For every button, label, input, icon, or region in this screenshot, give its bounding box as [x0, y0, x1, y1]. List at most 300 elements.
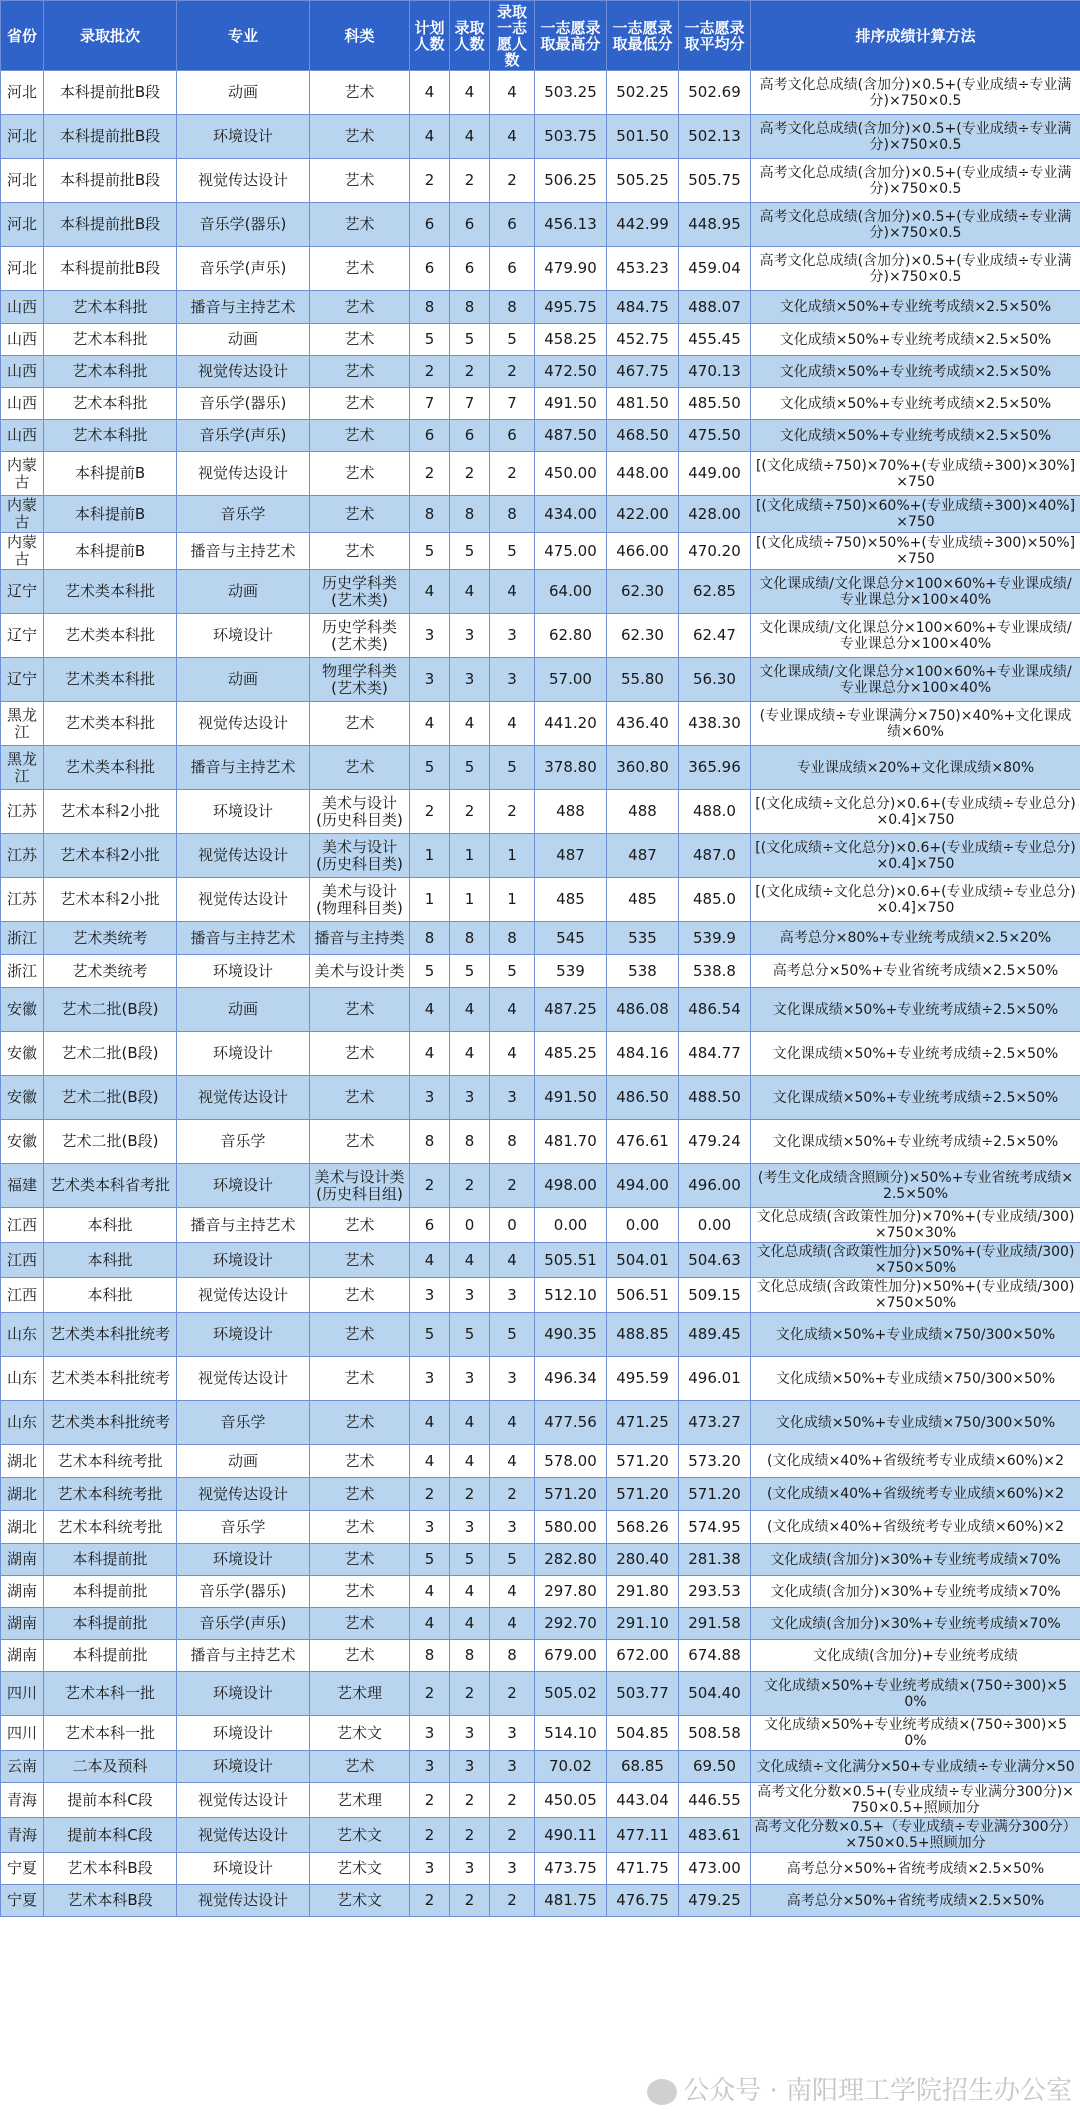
table-row: [1, 356, 1080, 388]
cell-plan-count: 4: [410, 1608, 450, 1640]
cell-first-choice-avg: 496.01: [679, 1357, 751, 1401]
cell-major: 动画: [177, 71, 310, 115]
cell-batch: 艺术类本科批: [44, 746, 177, 790]
cell-first-choice-min: 538: [607, 955, 679, 988]
cell-batch: 艺术类本科批统考: [44, 1401, 177, 1445]
table-row: [1, 203, 1080, 247]
cell-first-choice-min: 452.75: [607, 324, 679, 356]
cell-province: 安徽: [1, 1076, 44, 1120]
cell-province: 辽宁: [1, 570, 44, 614]
cell-admit-count: 3: [450, 658, 490, 702]
cell-category: 艺术: [310, 746, 410, 790]
table-row: [1, 533, 1080, 570]
cell-first-choice-min: 503.77: [607, 1672, 679, 1716]
cell-first-choice-max: 481.75: [535, 1885, 607, 1917]
cell-first-choice-max: 490.35: [535, 1313, 607, 1357]
cell-batch: 本科提前批B段: [44, 115, 177, 159]
cell-ranking-method: 高考文化总成绩(含加分)×0.5+(专业成绩÷专业满分)×750×0.5: [751, 159, 1080, 203]
cell-admit-count: 3: [450, 1357, 490, 1401]
cell-major: 环境设计: [177, 955, 310, 988]
cell-first-choice-min: 448.00: [607, 452, 679, 496]
cell-first-choice-max: 578.00: [535, 1445, 607, 1478]
cell-major: 视觉传达设计: [177, 1076, 310, 1120]
cell-category: 艺术: [310, 1313, 410, 1357]
cell-first-choice-count: 7: [490, 388, 535, 420]
cell-category: 美术与设计(物理科目类): [310, 878, 410, 922]
cell-province: 湖南: [1, 1576, 44, 1608]
cell-first-choice-avg: 428.00: [679, 496, 751, 533]
cell-category: 艺术: [310, 1401, 410, 1445]
table-row: [1, 1576, 1080, 1608]
cell-plan-count: 8: [410, 1120, 450, 1164]
cell-first-choice-min: 466.00: [607, 533, 679, 570]
cell-batch: 艺术本科统考批: [44, 1445, 177, 1478]
cell-major: 音乐学: [177, 1511, 310, 1544]
cell-first-choice-avg: 502.69: [679, 71, 751, 115]
cell-major: 视觉传达设计: [177, 1278, 310, 1313]
cell-plan-count: 3: [410, 1278, 450, 1313]
cell-first-choice-max: 491.50: [535, 1076, 607, 1120]
cell-first-choice-max: 64.00: [535, 570, 607, 614]
cell-first-choice-count: 8: [490, 1120, 535, 1164]
cell-first-choice-avg: 505.75: [679, 159, 751, 203]
cell-plan-count: 2: [410, 1164, 450, 1208]
cell-major: 环境设计: [177, 1751, 310, 1783]
cell-batch: 艺术本科统考批: [44, 1511, 177, 1544]
cell-plan-count: 1: [410, 834, 450, 878]
cell-first-choice-min: 467.75: [607, 356, 679, 388]
cell-category: 艺术: [310, 71, 410, 115]
cell-first-choice-min: 501.50: [607, 115, 679, 159]
cell-category: 艺术: [310, 1445, 410, 1478]
column-header-major: 专业: [177, 1, 310, 71]
cell-ranking-method: 高考总分×50%+省统考成绩×2.5×50%: [751, 1885, 1080, 1917]
cell-category: 艺术: [310, 1357, 410, 1401]
cell-province: 安徽: [1, 988, 44, 1032]
cell-first-choice-min: 484.16: [607, 1032, 679, 1076]
cell-batch: 本科提前批B段: [44, 203, 177, 247]
cell-batch: 艺术类本科批: [44, 702, 177, 746]
cell-plan-count: 4: [410, 1445, 450, 1478]
table-row: [1, 1511, 1080, 1544]
cell-major: 播音与主持艺术: [177, 291, 310, 324]
cell-category: 艺术: [310, 496, 410, 533]
table-row: [1, 834, 1080, 878]
cell-first-choice-min: 506.51: [607, 1278, 679, 1313]
cell-major: 视觉传达设计: [177, 1818, 310, 1853]
cell-plan-count: 2: [410, 356, 450, 388]
cell-batch: 艺术本科B段: [44, 1885, 177, 1917]
cell-major: 动画: [177, 988, 310, 1032]
cell-admit-count: 4: [450, 1445, 490, 1478]
cell-first-choice-min: 504.01: [607, 1243, 679, 1278]
cell-first-choice-count: 3: [490, 1853, 535, 1885]
cell-first-choice-count: 4: [490, 702, 535, 746]
cell-admit-count: 8: [450, 922, 490, 955]
cell-first-choice-count: 5: [490, 1544, 535, 1576]
column-header-admit-count: 录取人数: [450, 1, 490, 71]
table-row: [1, 922, 1080, 955]
cell-first-choice-max: 297.80: [535, 1576, 607, 1608]
cell-first-choice-avg: 489.45: [679, 1313, 751, 1357]
table-row: [1, 1672, 1080, 1716]
cell-category: 美术与设计(历史科目类): [310, 834, 410, 878]
cell-first-choice-avg: 470.13: [679, 356, 751, 388]
cell-first-choice-min: 494.00: [607, 1164, 679, 1208]
cell-category: 艺术: [310, 1208, 410, 1243]
cell-province: 山东: [1, 1313, 44, 1357]
cell-admit-count: 2: [450, 1783, 490, 1818]
cell-province: 安徽: [1, 1120, 44, 1164]
cell-first-choice-min: 476.75: [607, 1885, 679, 1917]
cell-major: 播音与主持艺术: [177, 1208, 310, 1243]
cell-province: 山西: [1, 291, 44, 324]
cell-batch: 艺术本科批: [44, 324, 177, 356]
cell-admit-count: 8: [450, 1640, 490, 1672]
cell-ranking-method: 文化课成绩×50%+专业统考成绩÷2.5×50%: [751, 1032, 1080, 1076]
cell-first-choice-max: 545: [535, 922, 607, 955]
cell-plan-count: 5: [410, 533, 450, 570]
cell-category: 艺术理: [310, 1783, 410, 1818]
cell-category: 艺术: [310, 247, 410, 291]
cell-province: 浙江: [1, 955, 44, 988]
cell-first-choice-count: 2: [490, 356, 535, 388]
cell-category: 艺术: [310, 702, 410, 746]
cell-first-choice-max: 0.00: [535, 1208, 607, 1243]
cell-first-choice-min: 0.00: [607, 1208, 679, 1243]
cell-major: 播音与主持艺术: [177, 922, 310, 955]
table-header-row: [1, 1, 1080, 71]
cell-first-choice-avg: 539.9: [679, 922, 751, 955]
cell-major: 动画: [177, 658, 310, 702]
cell-first-choice-min: 535: [607, 922, 679, 955]
cell-province: 四川: [1, 1672, 44, 1716]
cell-plan-count: 3: [410, 614, 450, 658]
cell-plan-count: 2: [410, 1478, 450, 1511]
cell-first-choice-avg: 485.0: [679, 878, 751, 922]
cell-plan-count: 2: [410, 1783, 450, 1818]
cell-ranking-method: 文化课成绩×50%+专业统考成绩÷2.5×50%: [751, 1120, 1080, 1164]
cell-major: 音乐学(声乐): [177, 247, 310, 291]
cell-admit-count: 2: [450, 1885, 490, 1917]
cell-major: 环境设计: [177, 1672, 310, 1716]
cell-major: 播音与主持艺术: [177, 533, 310, 570]
cell-batch: 本科批: [44, 1278, 177, 1313]
table-row: [1, 1751, 1080, 1783]
cell-first-choice-min: 476.61: [607, 1120, 679, 1164]
cell-first-choice-max: 458.25: [535, 324, 607, 356]
cell-first-choice-max: 450.05: [535, 1783, 607, 1818]
cell-ranking-method: 文化成绩÷文化满分×50+专业成绩÷专业满分×50: [751, 1751, 1080, 1783]
cell-batch: 本科批: [44, 1208, 177, 1243]
cell-province: 湖南: [1, 1544, 44, 1576]
cell-ranking-method: 文化总成绩(含政策性加分)×50%+(专业成绩/300)×750×50%: [751, 1278, 1080, 1313]
cell-category: 艺术: [310, 291, 410, 324]
cell-category: 艺术: [310, 1278, 410, 1313]
cell-first-choice-min: 280.40: [607, 1544, 679, 1576]
cell-batch: 艺术类统考: [44, 955, 177, 988]
table-row: [1, 1544, 1080, 1576]
cell-province: 四川: [1, 1716, 44, 1751]
cell-ranking-method: 文化课成绩/文化课总分×100×60%+专业课成绩/专业课总分×100×40%: [751, 614, 1080, 658]
cell-first-choice-avg: 509.15: [679, 1278, 751, 1313]
cell-first-choice-avg: 574.95: [679, 1511, 751, 1544]
cell-first-choice-min: 62.30: [607, 570, 679, 614]
cell-ranking-method: 文化成绩×50%+专业统考成绩×2.5×50%: [751, 388, 1080, 420]
cell-plan-count: 8: [410, 922, 450, 955]
cell-ranking-method: (考生文化成绩含照顾分)×50%+专业省统考成绩×2.5×50%: [751, 1164, 1080, 1208]
table-row: [1, 702, 1080, 746]
table-row: [1, 1357, 1080, 1401]
cell-first-choice-avg: 475.50: [679, 420, 751, 452]
cell-major: 播音与主持艺术: [177, 746, 310, 790]
cell-province: 江西: [1, 1243, 44, 1278]
column-header-first-choice-min: 一志愿录取最低分: [607, 1, 679, 71]
cell-first-choice-count: 2: [490, 1478, 535, 1511]
cell-category: 艺术: [310, 420, 410, 452]
cell-first-choice-avg: 508.58: [679, 1716, 751, 1751]
cell-province: 河北: [1, 115, 44, 159]
cell-first-choice-min: 55.80: [607, 658, 679, 702]
cell-first-choice-max: 450.00: [535, 452, 607, 496]
cell-first-choice-count: 6: [490, 247, 535, 291]
cell-admit-count: 4: [450, 1401, 490, 1445]
cell-major: 动画: [177, 570, 310, 614]
cell-first-choice-count: 5: [490, 324, 535, 356]
cell-plan-count: 6: [410, 203, 450, 247]
cell-plan-count: 4: [410, 1032, 450, 1076]
cell-first-choice-avg: 504.40: [679, 1672, 751, 1716]
cell-first-choice-count: 4: [490, 1608, 535, 1640]
cell-first-choice-count: 5: [490, 1313, 535, 1357]
cell-plan-count: 8: [410, 291, 450, 324]
cell-plan-count: 5: [410, 1313, 450, 1357]
cell-ranking-method: (文化成绩×40%+省级统考专业成绩×60%)×2: [751, 1478, 1080, 1511]
cell-first-choice-count: 3: [490, 1716, 535, 1751]
cell-category: 艺术: [310, 324, 410, 356]
cell-major: 视觉传达设计: [177, 1357, 310, 1401]
cell-first-choice-max: 571.20: [535, 1478, 607, 1511]
cell-ranking-method: 文化成绩×50%+专业统考成绩×2.5×50%: [751, 356, 1080, 388]
cell-first-choice-min: 485: [607, 878, 679, 922]
cell-admit-count: 5: [450, 533, 490, 570]
cell-ranking-method: 高考总分×80%+专业统考成绩×2.5×20%: [751, 922, 1080, 955]
watermark: [647, 2070, 1072, 2107]
cell-first-choice-count: 2: [490, 1885, 535, 1917]
cell-category: 艺术: [310, 533, 410, 570]
cell-ranking-method: 文化总成绩(含政策性加分)×50%+(专业成绩/300)×750×50%: [751, 1243, 1080, 1278]
cell-ranking-method: (文化成绩×40%+省级统考专业成绩×60%)×2: [751, 1511, 1080, 1544]
cell-admit-count: 4: [450, 1243, 490, 1278]
cell-category: 艺术: [310, 1120, 410, 1164]
cell-first-choice-avg: 674.88: [679, 1640, 751, 1672]
cell-first-choice-max: 539: [535, 955, 607, 988]
cell-batch: 本科提前B: [44, 496, 177, 533]
cell-first-choice-min: 422.00: [607, 496, 679, 533]
cell-first-choice-max: 378.80: [535, 746, 607, 790]
cell-first-choice-min: 468.50: [607, 420, 679, 452]
column-header-first-choice-avg: 一志愿录取平均分: [679, 1, 751, 71]
cell-province: 黑龙江: [1, 702, 44, 746]
cell-province: 山西: [1, 420, 44, 452]
cell-first-choice-max: 505.51: [535, 1243, 607, 1278]
cell-first-choice-min: 571.20: [607, 1478, 679, 1511]
cell-first-choice-count: 3: [490, 658, 535, 702]
cell-ranking-method: 高考文化总成绩(含加分)×0.5+(专业成绩÷专业满分)×750×0.5: [751, 115, 1080, 159]
cell-province: 辽宁: [1, 658, 44, 702]
column-header-category: 科类: [310, 1, 410, 71]
cell-batch: 艺术二批(B段): [44, 988, 177, 1032]
cell-batch: 艺术本科批: [44, 356, 177, 388]
cell-batch: 艺术二批(B段): [44, 1032, 177, 1076]
cell-first-choice-avg: 455.45: [679, 324, 751, 356]
cell-province: 青海: [1, 1783, 44, 1818]
cell-plan-count: 3: [410, 1511, 450, 1544]
cell-batch: 艺术本科2小批: [44, 878, 177, 922]
table-row: [1, 1716, 1080, 1751]
cell-province: 福建: [1, 1164, 44, 1208]
cell-first-choice-count: 2: [490, 1783, 535, 1818]
cell-first-choice-max: 485.25: [535, 1032, 607, 1076]
cell-ranking-method: 文化成绩(含加分)×30%+专业统考成绩×70%: [751, 1576, 1080, 1608]
cell-category: 艺术: [310, 1544, 410, 1576]
cell-admit-count: 8: [450, 291, 490, 324]
cell-plan-count: 8: [410, 496, 450, 533]
cell-batch: 艺术类本科批: [44, 614, 177, 658]
cell-major: 播音与主持艺术: [177, 1640, 310, 1672]
cell-first-choice-max: 472.50: [535, 356, 607, 388]
cell-batch: 艺术本科2小批: [44, 834, 177, 878]
cell-admit-count: 6: [450, 203, 490, 247]
cell-province: 河北: [1, 247, 44, 291]
table-row: [1, 1853, 1080, 1885]
table-row: [1, 1278, 1080, 1313]
cell-category: 艺术: [310, 1640, 410, 1672]
cell-first-choice-min: 477.11: [607, 1818, 679, 1853]
cell-province: 河北: [1, 203, 44, 247]
cell-plan-count: 2: [410, 1885, 450, 1917]
cell-admit-count: 4: [450, 115, 490, 159]
table-row: [1, 1032, 1080, 1076]
cell-first-choice-count: 2: [490, 159, 535, 203]
cell-first-choice-avg: 473.27: [679, 1401, 751, 1445]
cell-first-choice-max: 491.50: [535, 388, 607, 420]
cell-plan-count: 4: [410, 570, 450, 614]
cell-major: 音乐学: [177, 496, 310, 533]
cell-plan-count: 5: [410, 1544, 450, 1576]
cell-first-choice-min: 471.25: [607, 1401, 679, 1445]
table-row: [1, 1243, 1080, 1278]
cell-first-choice-max: 495.75: [535, 291, 607, 324]
cell-batch: 本科提前B: [44, 452, 177, 496]
cell-first-choice-avg: 496.00: [679, 1164, 751, 1208]
cell-first-choice-count: 5: [490, 533, 535, 570]
cell-first-choice-min: 68.85: [607, 1751, 679, 1783]
cell-province: 湖北: [1, 1478, 44, 1511]
cell-first-choice-min: 481.50: [607, 388, 679, 420]
cell-batch: 本科提前批B段: [44, 159, 177, 203]
cell-first-choice-count: 2: [490, 1818, 535, 1853]
cell-first-choice-max: 441.20: [535, 702, 607, 746]
cell-first-choice-count: 3: [490, 1511, 535, 1544]
cell-first-choice-max: 481.70: [535, 1120, 607, 1164]
cell-first-choice-avg: 448.95: [679, 203, 751, 247]
cell-category: 艺术: [310, 1076, 410, 1120]
cell-first-choice-max: 512.10: [535, 1278, 607, 1313]
table-row: [1, 324, 1080, 356]
cell-category: 艺术: [310, 356, 410, 388]
cell-category: 艺术: [310, 988, 410, 1032]
cell-first-choice-min: 291.10: [607, 1608, 679, 1640]
cell-batch: 艺术类本科批: [44, 570, 177, 614]
table-row: [1, 1208, 1080, 1243]
cell-plan-count: 8: [410, 1640, 450, 1672]
cell-plan-count: 4: [410, 702, 450, 746]
cell-first-choice-count: 8: [490, 291, 535, 324]
cell-ranking-method: 高考文化分数×0.5+（专业成绩÷专业满分300分）×750×0.5+照顾加分: [751, 1818, 1080, 1853]
cell-admit-count: 2: [450, 1672, 490, 1716]
cell-province: 湖北: [1, 1511, 44, 1544]
cell-first-choice-min: 484.75: [607, 291, 679, 324]
cell-batch: 艺术本科一批: [44, 1672, 177, 1716]
table-body: [1, 71, 1080, 1917]
cell-category: 艺术文: [310, 1818, 410, 1853]
cell-first-choice-max: 57.00: [535, 658, 607, 702]
cell-admit-count: 6: [450, 420, 490, 452]
cell-province: 江苏: [1, 834, 44, 878]
column-header-batch: 录取批次: [44, 1, 177, 71]
cell-major: 音乐学(器乐): [177, 1576, 310, 1608]
cell-first-choice-min: 442.99: [607, 203, 679, 247]
cell-province: 青海: [1, 1818, 44, 1853]
cell-category: 播音与主持类: [310, 922, 410, 955]
cell-plan-count: 4: [410, 115, 450, 159]
cell-plan-count: 3: [410, 1716, 450, 1751]
cell-plan-count: 3: [410, 1357, 450, 1401]
cell-first-choice-max: 487.25: [535, 988, 607, 1032]
cell-first-choice-min: 471.75: [607, 1853, 679, 1885]
cell-major: 环境设计: [177, 1032, 310, 1076]
cell-first-choice-count: 5: [490, 746, 535, 790]
cell-first-choice-avg: 483.61: [679, 1818, 751, 1853]
cell-province: 山西: [1, 324, 44, 356]
cell-first-choice-max: 505.02: [535, 1672, 607, 1716]
cell-plan-count: 2: [410, 790, 450, 834]
cell-first-choice-avg: 446.55: [679, 1783, 751, 1818]
cell-first-choice-count: 1: [490, 878, 535, 922]
cell-first-choice-max: 498.00: [535, 1164, 607, 1208]
cell-admit-count: 3: [450, 1751, 490, 1783]
cell-first-choice-avg: 62.47: [679, 614, 751, 658]
table-row: [1, 1783, 1080, 1818]
cell-first-choice-min: 486.50: [607, 1076, 679, 1120]
cell-ranking-method: [(文化成绩÷文化总分)×0.6+(专业成绩÷专业总分)×0.4]×750: [751, 834, 1080, 878]
cell-first-choice-count: 2: [490, 452, 535, 496]
cell-major: 环境设计: [177, 115, 310, 159]
cell-plan-count: 6: [410, 247, 450, 291]
cell-admit-count: 4: [450, 702, 490, 746]
cell-plan-count: 3: [410, 1853, 450, 1885]
cell-plan-count: 7: [410, 388, 450, 420]
cell-first-choice-max: 514.10: [535, 1716, 607, 1751]
cell-first-choice-max: 503.25: [535, 71, 607, 115]
cell-first-choice-min: 672.00: [607, 1640, 679, 1672]
cell-admit-count: 5: [450, 746, 490, 790]
cell-admit-count: 3: [450, 614, 490, 658]
cell-batch: 本科提前批: [44, 1608, 177, 1640]
cell-batch: 本科提前批: [44, 1576, 177, 1608]
cell-first-choice-count: 0: [490, 1208, 535, 1243]
